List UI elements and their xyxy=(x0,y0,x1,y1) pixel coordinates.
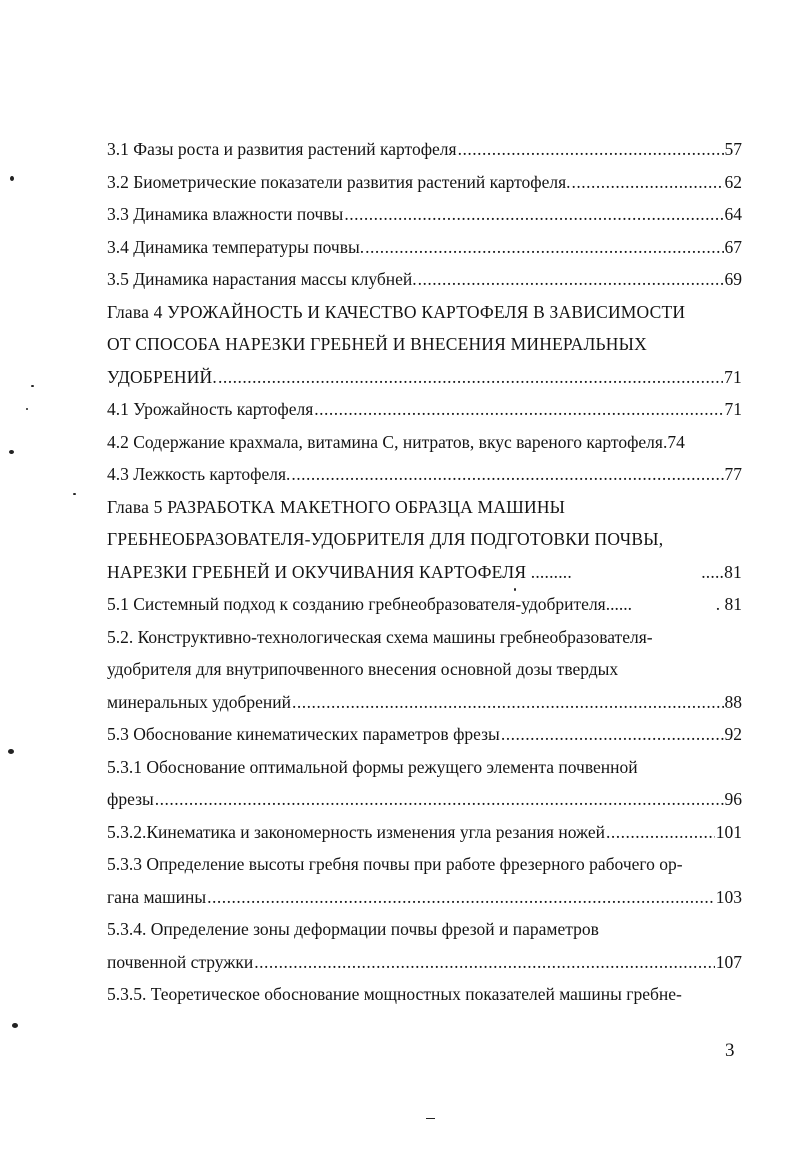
dot-leader xyxy=(458,134,724,164)
dot-leader xyxy=(218,362,723,392)
page-number: 3 xyxy=(725,1040,735,1061)
dot-leader xyxy=(606,817,715,847)
toc-entry-page: 62 xyxy=(724,171,742,192)
toc-entry-title: минеральных удобрений xyxy=(107,691,292,712)
toc-entry-page: 92 xyxy=(724,724,742,744)
scan-speck xyxy=(426,1118,435,1119)
scan-speck xyxy=(26,408,28,410)
dot-leader xyxy=(365,232,723,262)
dot-leader xyxy=(572,167,724,197)
toc-entry-title: 3.1 Фазы роста и развития растений картофеля xyxy=(107,139,457,159)
toc-entry-page: 57 xyxy=(724,139,742,159)
toc-entry-line: 5.3.1 Обоснование оптимальной формы режущего элемента почвенной xyxy=(107,756,638,777)
toc-entry xyxy=(107,134,742,167)
toc-entry-page: 107 xyxy=(715,951,742,972)
scan-speck xyxy=(12,1023,18,1028)
toc-entry-page: 71 xyxy=(724,399,742,419)
dot-leader xyxy=(344,199,723,229)
toc-entry-line: 5.2. Конструктивно-технологическая схема машины гребнеобразователя- xyxy=(107,626,653,647)
toc-entry-title: почвенной стружки xyxy=(107,951,254,972)
toc-entry-title: УДОБРЕНИЙ. xyxy=(107,366,217,387)
toc-entry-title: 5.1 Системный подход к созданию гребнеобразователя-удобрителя...... xyxy=(107,594,632,614)
toc-entry-title: НАРЕЗКИ ГРЕБНЕЙ И ОКУЧИВАНИЯ КАРТОФЕЛЯ ......... xyxy=(107,561,572,582)
toc-entry xyxy=(107,882,742,915)
toc-entry-line: 5.3.5. Теоретическое обоснование мощностных показателей машины гребне- xyxy=(107,984,682,1004)
toc-entry-line: 5.3.3 Определение высоты гребня почвы при работе фрезерного рабочего ор- xyxy=(107,854,683,874)
toc-entry-title: 4.3 Лежкость картофеля. xyxy=(107,464,291,484)
scan-speck xyxy=(8,749,14,754)
toc-entry xyxy=(107,784,742,817)
toc-entry xyxy=(107,199,742,232)
toc-entry-page: 74 xyxy=(667,431,685,452)
toc-entry-page: 96 xyxy=(724,789,742,809)
toc-entry-page: 101 xyxy=(715,821,742,842)
table-of-contents xyxy=(107,134,742,1012)
scan-speck xyxy=(73,493,76,495)
toc-entry-page: 71 xyxy=(724,366,742,387)
toc-entry-title: 5.3.2.Кинематика и закономерность изменения угла резания ножей xyxy=(107,821,605,842)
toc-entry xyxy=(107,427,742,460)
toc-entry xyxy=(107,817,742,850)
dot-leader xyxy=(501,719,724,749)
dot-leader xyxy=(292,687,723,717)
toc-entry-page: 69 xyxy=(724,269,742,289)
dot-leader xyxy=(207,882,715,912)
toc-entry xyxy=(107,589,742,622)
toc-entry xyxy=(107,394,742,427)
toc-entry-title: 3.5 Динамика нарастания массы клубней. xyxy=(107,269,417,289)
toc-entry-page: 88 xyxy=(724,691,742,712)
toc-entry xyxy=(107,557,742,590)
toc-entry-title: 4.2 Содержание крахмала, витамина С, нитратов, вкус вареного картофеля. xyxy=(107,431,668,452)
toc-entry-line: 5.3.4. Определение зоны деформации почвы фрезой и параметров xyxy=(107,919,599,939)
toc-entry-page: 77 xyxy=(724,464,742,484)
dot-leader xyxy=(314,394,723,424)
toc-entry-title: фрезы xyxy=(107,789,154,809)
toc-entry-page: .....81 xyxy=(701,561,742,582)
scan-speck xyxy=(514,588,516,591)
toc-entry xyxy=(107,687,742,720)
dot-leader xyxy=(291,459,723,489)
scan-speck xyxy=(31,385,34,387)
toc-entry-page: 64 xyxy=(724,204,742,224)
toc-entry-title: 3.4 Динамика температуры почвы. xyxy=(107,236,365,257)
chapter-heading-line: Глава 4 УРОЖАЙНОСТЬ И КАЧЕСТВО КАРТОФЕЛЯ В ЗАВИСИМОСТИ xyxy=(107,301,686,322)
toc-entry xyxy=(107,947,742,980)
toc-entry-page: 67 xyxy=(724,236,742,257)
toc-entry xyxy=(107,232,742,265)
toc-entry-title: 4.1 Урожайность картофеля xyxy=(107,399,314,419)
toc-entry xyxy=(107,167,742,200)
chapter-heading-line: ГРЕБНЕОБРАЗОВАТЕЛЯ-УДОБРИТЕЛЯ ДЛЯ ПОДГОТОВКИ ПОЧВЫ, xyxy=(107,529,664,549)
toc-entry-title: 5.3 Обоснование кинематических параметров фрезы xyxy=(107,724,500,744)
dot-leader xyxy=(418,264,724,294)
toc-entry-page: 103 xyxy=(715,886,742,907)
toc-entry xyxy=(107,362,742,395)
toc-entry xyxy=(107,459,742,492)
dot-leader xyxy=(254,947,715,977)
toc-entry xyxy=(107,264,742,297)
toc-entry-title: 3.3 Динамика влажности почвы xyxy=(107,204,344,224)
dot-leader xyxy=(155,784,724,814)
scan-speck xyxy=(10,176,14,181)
scan-speck xyxy=(9,450,14,454)
chapter-heading-line: Глава 5 РАЗРАБОТКА МАКЕТНОГО ОБРАЗЦА МАШИНЫ xyxy=(107,496,566,517)
toc-entry xyxy=(107,719,742,752)
toc-entry-page: . 81 xyxy=(715,594,742,614)
chapter-heading-line: ОТ СПОСОБА НАРЕЗКИ ГРЕБНЕЙ И ВНЕСЕНИЯ МИНЕРАЛЬНЫХ xyxy=(107,334,647,354)
toc-entry-line: удобрителя для внутрипочвенного внесения основной дозы твердых xyxy=(107,659,619,679)
toc-entry-title: гана машины xyxy=(107,886,207,907)
toc-entry-title: 3.2 Биометрические показатели развития растений картофеля. xyxy=(107,171,571,192)
